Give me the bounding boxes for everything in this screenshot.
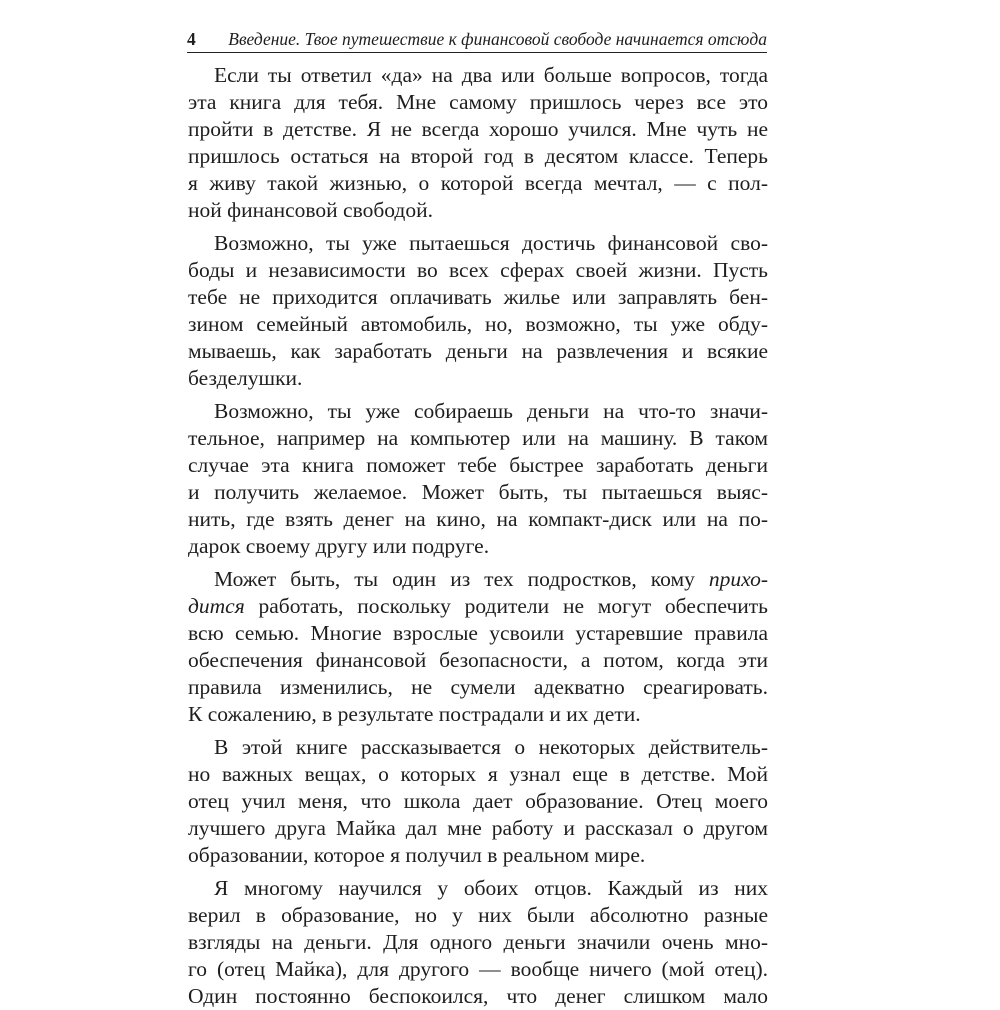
text-line: тебе не приходится оплачивать жилье или заправлять бен-: [188, 285, 768, 310]
text-line: пришлось остаться на второй год в десятом классе. Теперь: [188, 144, 768, 169]
text-line: нить, где взять денег на кино, на компакт-диск или на по-: [188, 507, 768, 532]
text-line: Возможно, ты уже пытаешься достичь финансовой сво-: [214, 230, 768, 255]
text-line: Я многому научился у обоих отцов. Каждый из них: [214, 875, 768, 900]
text-line: отец учил меня, что школа дает образование. Отец моего: [188, 789, 768, 813]
text-line: Если ты ответил «да» на два или больше вопросов, тогда: [214, 63, 768, 87]
text-line: тельное, например на компьютер или на машину. В таком: [188, 426, 768, 450]
text-line: случае эта книга поможет тебе быстрее заработать деньги: [188, 453, 768, 478]
text-line: лучшего друга Майка дал мне работу и рассказал о другом: [188, 816, 768, 841]
text-run: Может быть, ты один из тех подростков, кому: [214, 566, 709, 591]
text-line: Возможно, ты уже собираешь деньги на что-то значи-: [214, 398, 768, 423]
text-line: и получить желаемое. Может быть, ты пытаешься выяс-: [188, 480, 768, 505]
text-line: но важных вещах, о которых я узнал еще в детстве. Мой: [188, 761, 768, 786]
text-line: К сожалению, в результате пострадали и их дети.: [188, 702, 641, 727]
italic-word: дится: [188, 593, 245, 618]
text-line: Один постоянно беспокоился, что денег слишком мало: [188, 984, 768, 1009]
text-line: В этой книге рассказывается о некоторых действитель-: [214, 734, 768, 759]
text-line: я живу такой жизнью, о которой всегда мечтал, — с пол-: [188, 171, 768, 196]
text-line: всю семью. Многие взрослые усвоили устаревшие правила: [188, 621, 768, 646]
text-line: ной финансовой свободой.: [188, 198, 433, 223]
text-line: безделушки.: [188, 366, 303, 391]
italic-word: прихо-: [708, 566, 768, 591]
text-line: пройти в детстве. Я не всегда хорошо учился. Мне чуть не: [188, 117, 768, 142]
text-line: верил в образование, но у них были абсолютно разные: [188, 902, 768, 927]
running-header: [187, 26, 767, 53]
text-line: го (отец Майка), для другого — вообще ничего (мой отец).: [188, 956, 768, 981]
text-line: дарок своему другу или подруге.: [188, 534, 490, 559]
text-line: зином семейный автомобиль, но, возможно, ты уже обду-: [188, 312, 768, 337]
text-line: взгляды на деньги. Для одного деньги значили очень мно-: [188, 929, 768, 954]
text-line: [188, 566, 768, 593]
text-line: обеспечения финансовой безопасности, а потом, когда эти: [188, 648, 768, 673]
text-line: мываешь, как заработать деньги на развлечения и всякие: [188, 339, 768, 364]
chapter-title: Введение. Твое путешествие к финансовой свободе начинается отсюда: [228, 29, 767, 49]
text-run: работать, поскольку родители не могут обеспечить: [244, 593, 768, 618]
text-line: эта книга для тебя. Мне самому пришлось через все это: [188, 90, 768, 115]
page-number: 4: [187, 29, 196, 49]
text-line: боды и независимости во всех сферах своей жизни. Пусть: [188, 258, 768, 283]
body-text: [188, 62, 768, 1010]
text-line: правила изменились, не сумели адекватно среагировать.: [188, 675, 768, 700]
text-line: [188, 593, 768, 620]
text-line: образовании, которое я получил в реальном мире.: [188, 843, 646, 868]
